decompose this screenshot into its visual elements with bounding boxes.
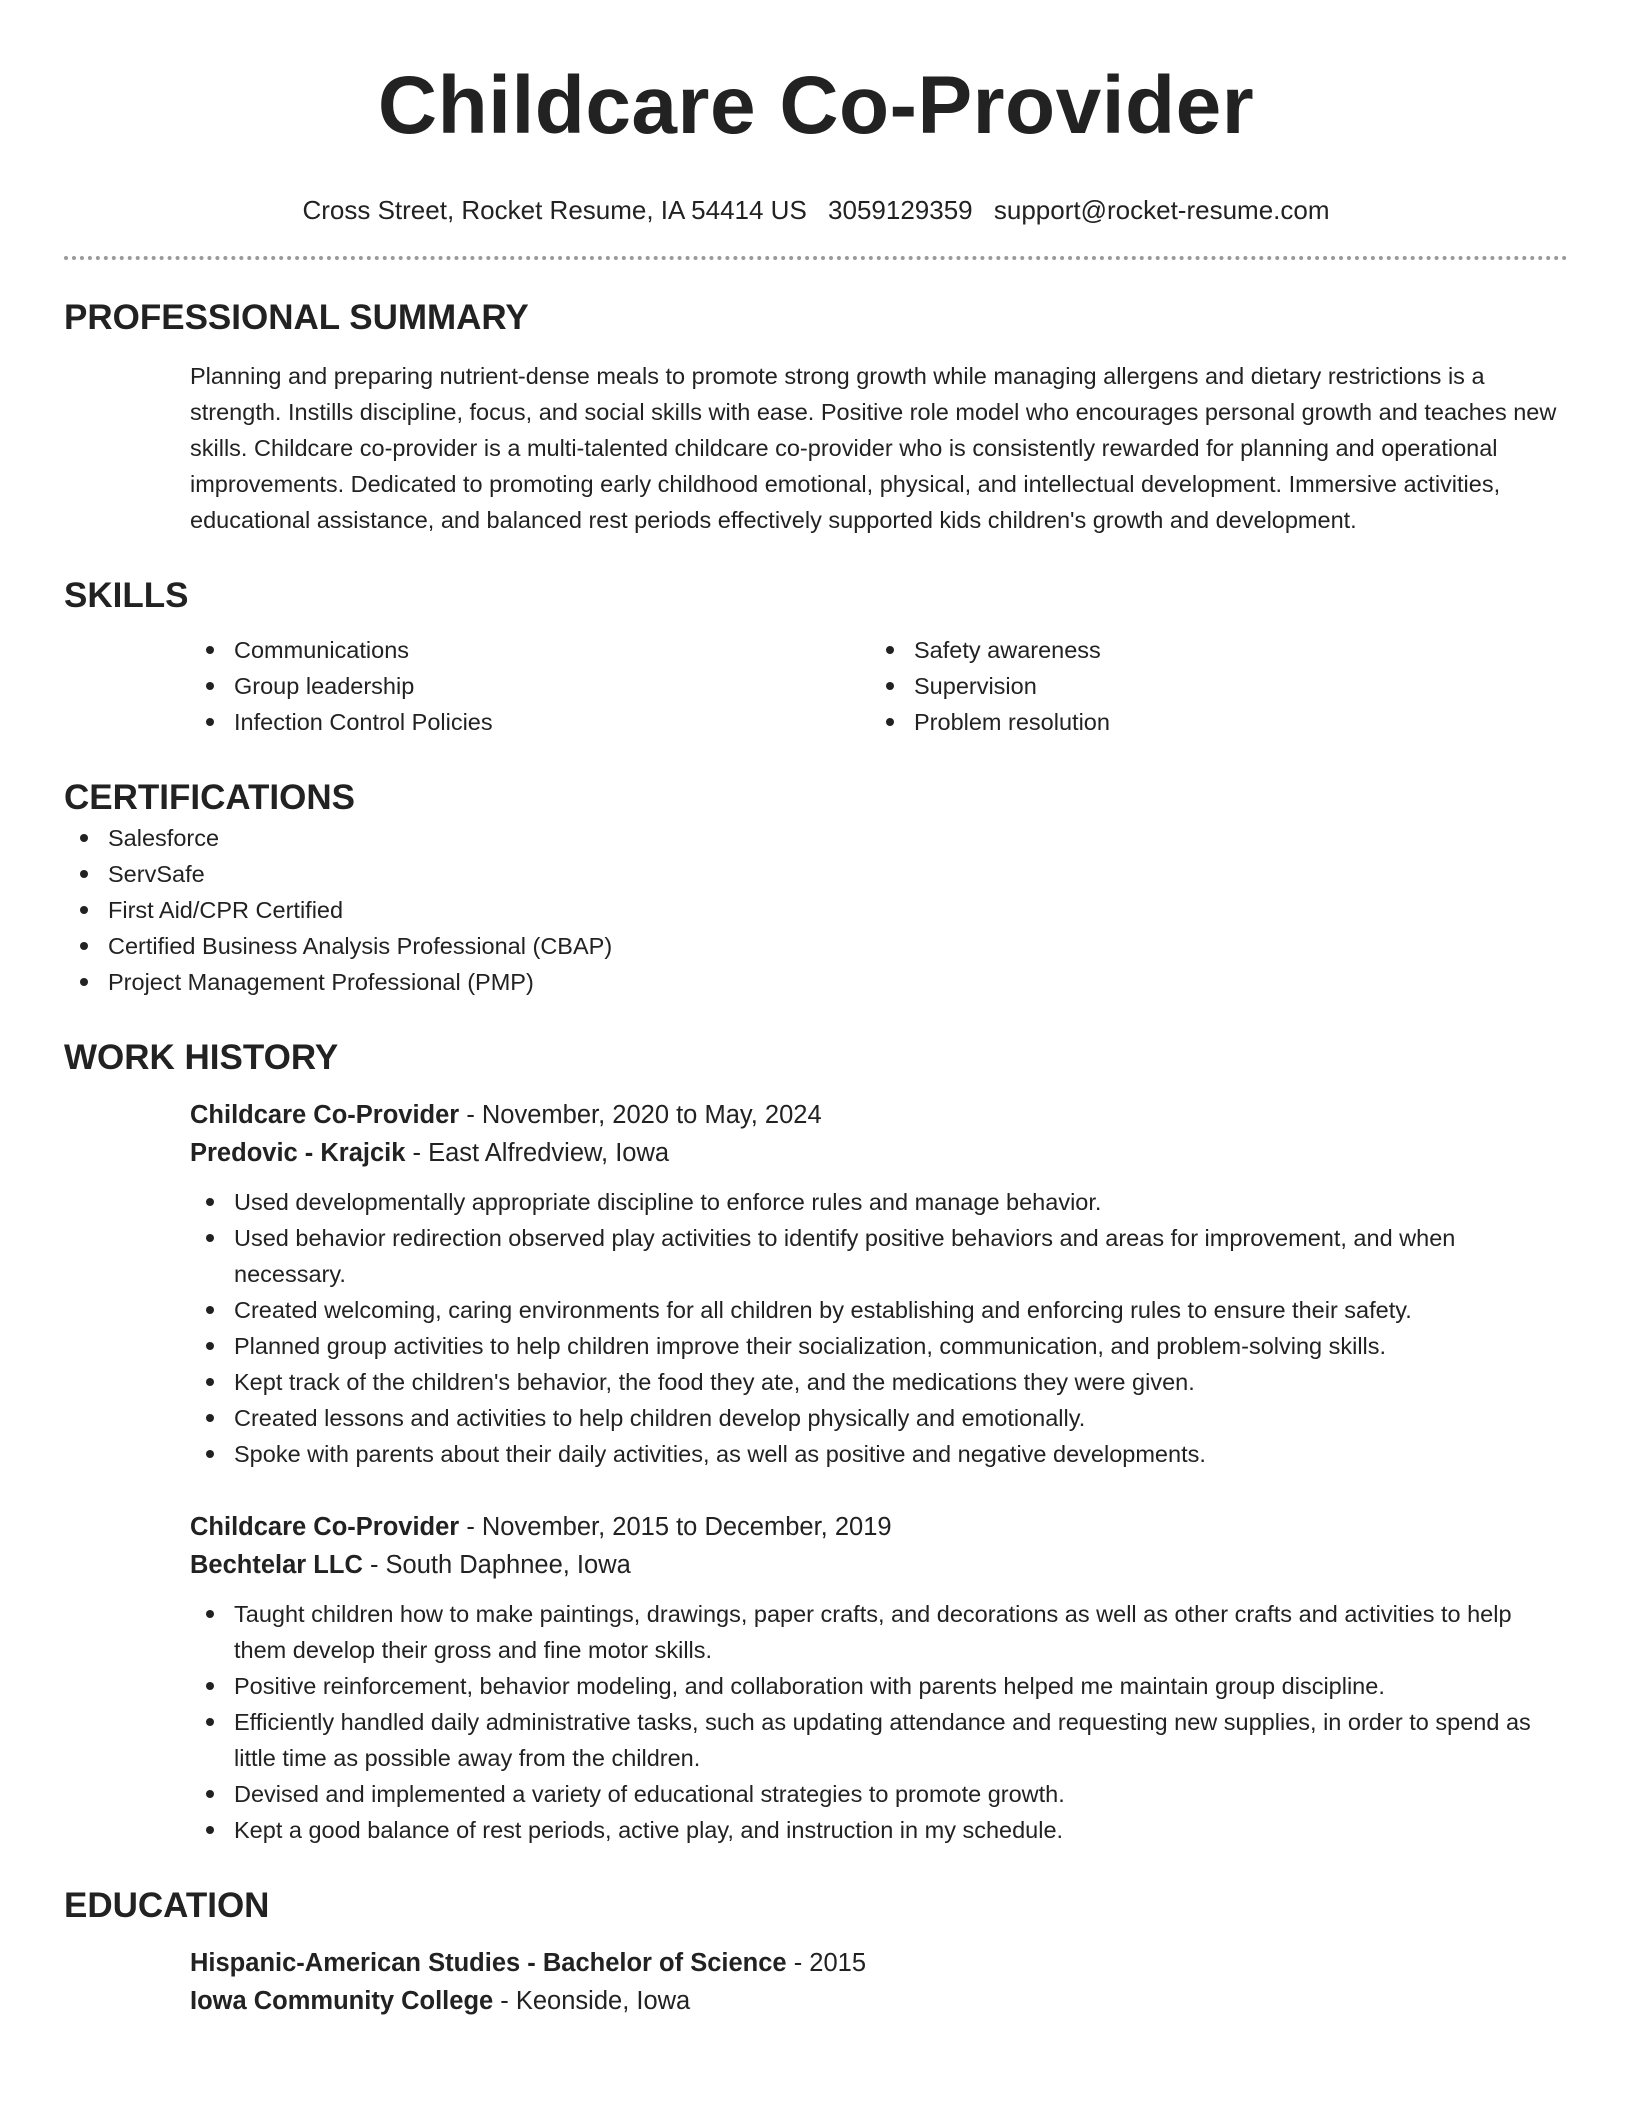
job-dates: - November, 2020 to May, 2024 <box>459 1101 822 1129</box>
job-bullets <box>190 1596 1568 1848</box>
job-entry <box>190 1096 1568 1472</box>
education-degree-line <box>190 1944 1568 1982</box>
work-history-heading: WORK HISTORY <box>64 1038 339 1077</box>
skills-heading: SKILLS <box>64 576 189 615</box>
list-item: Kept track of the children's behavior, the food they ate, and the medications they were given. <box>190 1364 1568 1400</box>
list-item: Salesforce <box>64 820 1568 856</box>
certifications-list <box>64 820 1568 1000</box>
list-item: Taught children how to make paintings, drawings, paper crafts, and decorations as well as other crafts and activities to help them develop their gross and fine motor skills. <box>190 1596 1568 1668</box>
education-entry <box>190 1944 1568 2020</box>
list-item: Problem resolution <box>870 704 1550 740</box>
list-item: Supervision <box>870 668 1550 704</box>
list-item: Infection Control Policies <box>190 704 870 740</box>
contact-phone: 3059129359 <box>828 195 973 225</box>
certifications-section <box>64 776 1568 1000</box>
list-item: Efficiently handled daily administrative tasks, such as updating attendance and requesting new supplies, in order to spend as little time as possible away from the children. <box>190 1704 1568 1776</box>
job-company-line <box>190 1546 1568 1584</box>
list-item: Group leadership <box>190 668 870 704</box>
job-entry <box>190 1508 1568 1848</box>
summary-text: Planning and preparing nutrient-dense meals to promote strong growth while managing allergens and dietary restrictions is a strength. Instills discipline, focus, and social skills with ease. Positive role model who encourages personal growth and teaches new skills. Childcare co-provider is a multi-talented childcare co-provider who is consistently rewarded for planning and operational improvements. Dedicated to promoting early childhood emotional, physical, and intellectual development. Immersive activities, educational assistance, and balanced rest periods effectively supported kids children's growth and development. <box>190 363 1557 533</box>
education-location: - Keonside, Iowa <box>493 1987 691 2015</box>
education-heading: EDUCATION <box>64 1886 270 1925</box>
job-location: - East Alfredview, Iowa <box>405 1139 670 1167</box>
list-item: Kept a good balance of rest periods, active play, and instruction in my schedule. <box>190 1812 1568 1848</box>
certifications-heading: CERTIFICATIONS <box>64 778 356 817</box>
education-degree: Hispanic-American Studies - Bachelor of Science <box>190 1949 787 1977</box>
summary-section <box>64 296 1568 538</box>
skills-list-right <box>870 632 1550 740</box>
job-dates: - November, 2015 to December, 2019 <box>459 1513 892 1541</box>
contact-email: support@rocket-resume.com <box>993 195 1330 225</box>
contact-address: Cross Street, Rocket Resume, IA 54414 US <box>302 195 807 225</box>
candidate-name: Childcare Co-Provider <box>377 60 1255 151</box>
list-item: Created lessons and activities to help children develop physically and emotionally. <box>190 1400 1568 1436</box>
job-company-line <box>190 1134 1568 1172</box>
education-section <box>64 1884 1568 2020</box>
list-item: First Aid/CPR Certified <box>64 892 1568 928</box>
job-company: Bechtelar LLC <box>190 1551 363 1579</box>
education-school-line <box>190 1982 1568 2020</box>
education-year: - 2015 <box>786 1949 866 1977</box>
header-divider <box>64 256 1568 260</box>
list-item: Safety awareness <box>870 632 1550 668</box>
list-item: Used behavior redirection observed play activities to identify positive behaviors and areas for improvement, and when necessary. <box>190 1220 1568 1292</box>
list-item: Used developmentally appropriate discipline to enforce rules and manage behavior. <box>190 1184 1568 1220</box>
work-history-section <box>64 1036 1568 1848</box>
list-item: Project Management Professional (PMP) <box>64 964 1568 1000</box>
list-item: Devised and implemented a variety of educational strategies to promote growth. <box>190 1776 1568 1812</box>
list-item: Certified Business Analysis Professional (CBAP) <box>64 928 1568 964</box>
list-item: Communications <box>190 632 870 668</box>
job-title-line <box>190 1096 1568 1134</box>
resume-header <box>64 0 1568 260</box>
job-bullets <box>190 1184 1568 1472</box>
job-role: Childcare Co-Provider <box>190 1101 460 1129</box>
list-item: Planned group activities to help children improve their socialization, communication, and problem-solving skills. <box>190 1328 1568 1364</box>
list-item: Created welcoming, caring environments for all children by establishing and enforcing rules to ensure their safety. <box>190 1292 1568 1328</box>
job-title-line <box>190 1508 1568 1546</box>
list-item: ServSafe <box>64 856 1568 892</box>
contact-line <box>64 194 1568 226</box>
summary-heading: PROFESSIONAL SUMMARY <box>64 298 529 337</box>
skills-list-left <box>190 632 870 740</box>
education-school: Iowa Community College <box>190 1987 494 2015</box>
skills-section <box>64 574 1568 740</box>
job-location: - South Daphnee, Iowa <box>362 1551 631 1579</box>
job-role: Childcare Co-Provider <box>190 1513 460 1541</box>
list-item: Spoke with parents about their daily activities, as well as positive and negative developments. <box>190 1436 1568 1472</box>
list-item: Positive reinforcement, behavior modeling, and collaboration with parents helped me maintain group discipline. <box>190 1668 1568 1704</box>
skills-grid <box>190 632 1568 740</box>
job-company: Predovic - Krajcik <box>190 1139 406 1167</box>
